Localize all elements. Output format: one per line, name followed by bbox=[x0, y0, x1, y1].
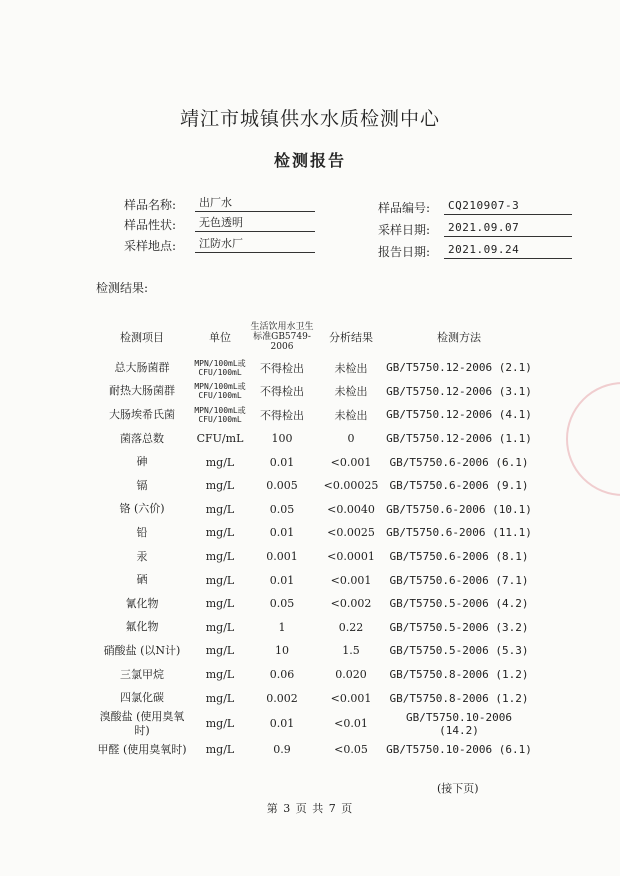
unit: mg/L bbox=[205, 743, 235, 757]
standard-limit: 不得检出 bbox=[260, 408, 304, 422]
sample-name-label: 样品名称: bbox=[124, 198, 177, 212]
table-row bbox=[92, 356, 532, 380]
report-title: 检测报告 bbox=[273, 151, 346, 170]
results-section-label: 检测结果: bbox=[96, 281, 149, 295]
analysis-result: <0.05 bbox=[334, 743, 368, 757]
sampling-date-label: 采样日期: bbox=[378, 223, 431, 237]
analysis-result: <0.01 bbox=[334, 717, 368, 731]
test-item: 砷 bbox=[136, 455, 148, 469]
continued-note: (接下页) bbox=[437, 782, 479, 795]
table-row bbox=[92, 663, 532, 687]
table-row bbox=[92, 686, 532, 710]
test-method: GB/T5750.6-2006 (10.1) bbox=[386, 502, 532, 516]
test-item: 氟化物 bbox=[125, 620, 159, 634]
standard-limit: 不得检出 bbox=[260, 361, 304, 375]
sampling-date-value: 2021.09.07 bbox=[444, 220, 572, 237]
unit: mg/L bbox=[205, 717, 235, 731]
page-number: 第 3 页 共 7 页 bbox=[266, 802, 354, 815]
table-row bbox=[92, 738, 532, 762]
analysis-result: <0.0001 bbox=[327, 550, 375, 564]
test-method: GB/T5750.6-2006 (11.1) bbox=[386, 526, 532, 540]
test-method: GB/T5750.6-2006 (7.1) bbox=[389, 573, 529, 587]
test-item: 菌落总数 bbox=[120, 431, 164, 445]
analysis-result: 未检出 bbox=[334, 385, 368, 399]
unit: mg/L bbox=[205, 479, 235, 493]
test-method: GB/T5750.10-2006 (6.1) bbox=[386, 743, 532, 757]
column-header-result: 分析结果 bbox=[329, 331, 373, 344]
analysis-result: 0.020 bbox=[335, 668, 367, 682]
unit: CFU/mL bbox=[196, 432, 244, 446]
organization-name: 靖江市城镇供水水质检测中心 bbox=[179, 108, 440, 130]
sampling-location-value: 江防水厂 bbox=[195, 236, 315, 253]
analysis-result: <0.0040 bbox=[327, 502, 375, 516]
test-item: 三氯甲烷 bbox=[120, 667, 164, 681]
column-header-standard: 生活饮用水卫生标准GB5749-2006 bbox=[250, 322, 314, 352]
table-row bbox=[92, 403, 532, 427]
standard-limit: 0.01 bbox=[269, 573, 295, 587]
standard-limit: 0.001 bbox=[266, 550, 298, 564]
unit: mg/L bbox=[205, 526, 235, 540]
standard-limit: 0.05 bbox=[269, 597, 295, 611]
test-item: 铅 bbox=[136, 525, 148, 539]
standard-limit: 100 bbox=[271, 432, 293, 446]
sample-id-label: 样品编号: bbox=[378, 201, 431, 215]
standard-limit: 0.01 bbox=[269, 526, 295, 540]
standard-limit: 0.9 bbox=[273, 743, 291, 757]
table-row bbox=[92, 592, 532, 616]
test-method: GB/T5750.12-2006 (1.1) bbox=[386, 432, 532, 446]
unit: mg/L bbox=[205, 597, 235, 611]
test-item: 耐热大肠菌群 bbox=[109, 384, 175, 398]
test-item: 甲醛 (使用臭氧时) bbox=[97, 742, 187, 756]
test-method: GB/T5750.8-2006 (1.2) bbox=[389, 668, 529, 682]
table-row bbox=[92, 639, 532, 663]
test-item: 溴酸盐 (使用臭氧时) bbox=[99, 709, 185, 737]
analysis-result: 未检出 bbox=[334, 361, 368, 375]
table-row bbox=[92, 710, 532, 738]
test-method: GB/T5750.12-2006 (2.1) bbox=[386, 361, 532, 375]
analysis-result: <0.00025 bbox=[323, 479, 379, 493]
table-row bbox=[92, 521, 532, 545]
report-date-label: 报告日期: bbox=[378, 245, 431, 259]
unit: mg/L bbox=[205, 550, 235, 564]
analysis-result: <0.001 bbox=[330, 691, 372, 705]
test-item: 铬 (六价) bbox=[119, 502, 165, 516]
test-item: 镉 bbox=[136, 478, 148, 492]
unit: mg/L bbox=[205, 668, 235, 682]
report-date-value: 2021.09.24 bbox=[444, 242, 572, 259]
standard-limit: 10 bbox=[275, 644, 289, 658]
standard-limit: 0.005 bbox=[266, 479, 298, 493]
standard-limit: 0.002 bbox=[266, 691, 298, 705]
unit: MPN/100mL或CFU/100mL bbox=[194, 405, 246, 424]
column-header-item: 检测项目 bbox=[120, 331, 164, 344]
analysis-result: 0 bbox=[347, 432, 355, 446]
unit: MPN/100mL或CFU/100mL bbox=[194, 358, 246, 377]
analysis-result: <0.001 bbox=[330, 455, 372, 469]
analysis-result: 0.22 bbox=[338, 620, 364, 634]
test-method: GB/T5750.6-2006 (6.1) bbox=[389, 455, 529, 469]
table-row bbox=[92, 545, 532, 569]
analysis-result: 1.5 bbox=[342, 644, 360, 658]
analysis-result: <0.001 bbox=[330, 573, 372, 587]
sample-name-value: 出厂水 bbox=[195, 195, 315, 212]
standard-limit: 0.05 bbox=[269, 502, 295, 516]
test-method: GB/T5750.6-2006 (8.1) bbox=[389, 550, 529, 564]
test-item: 硒 bbox=[136, 573, 148, 587]
test-item: 氰化物 bbox=[125, 596, 159, 610]
table-header-row bbox=[92, 318, 532, 356]
test-item: 大肠埃希氏菌 bbox=[109, 407, 175, 421]
table-row bbox=[92, 380, 532, 404]
test-method: GB/T5750.10-2006 (14.2) bbox=[406, 710, 512, 737]
test-method: GB/T5750.12-2006 (3.1) bbox=[386, 384, 532, 398]
standard-limit: 1 bbox=[278, 620, 286, 634]
unit: mg/L bbox=[205, 691, 235, 705]
analysis-result: <0.002 bbox=[330, 597, 372, 611]
unit: mg/L bbox=[205, 502, 235, 516]
analysis-result: 未检出 bbox=[334, 408, 368, 422]
table-row bbox=[92, 616, 532, 640]
table-row bbox=[92, 498, 532, 522]
standard-limit: 0.01 bbox=[269, 717, 295, 731]
sample-property-label: 样品性状: bbox=[124, 218, 177, 232]
analysis-result: <0.0025 bbox=[327, 526, 375, 540]
standard-limit: 不得检出 bbox=[260, 385, 304, 399]
test-item: 硝酸盐 (以N计) bbox=[103, 643, 181, 657]
unit: mg/L bbox=[205, 620, 235, 634]
test-method: GB/T5750.5-2006 (5.3) bbox=[389, 644, 529, 658]
test-method: GB/T5750.5-2006 (4.2) bbox=[389, 597, 529, 611]
test-method: GB/T5750.6-2006 (9.1) bbox=[389, 479, 529, 493]
test-item: 四氯化碳 bbox=[120, 691, 164, 705]
standard-limit: 0.06 bbox=[269, 668, 295, 682]
unit: mg/L bbox=[205, 573, 235, 587]
test-item: 总大肠菌群 bbox=[114, 360, 170, 374]
table-row bbox=[92, 474, 532, 498]
sampling-location-label: 采样地点: bbox=[124, 239, 177, 253]
unit: MPN/100mL或CFU/100mL bbox=[194, 382, 246, 401]
unit: mg/L bbox=[205, 644, 235, 658]
test-item: 汞 bbox=[136, 549, 148, 563]
table-row bbox=[92, 568, 532, 592]
sample-id-value: CQ210907-3 bbox=[444, 198, 572, 215]
standard-limit: 0.01 bbox=[269, 455, 295, 469]
column-header-unit: 单位 bbox=[209, 331, 231, 344]
test-method: GB/T5750.8-2006 (1.2) bbox=[389, 691, 529, 705]
column-header-method: 检测方法 bbox=[437, 331, 481, 344]
red-seal-stamp bbox=[566, 382, 620, 496]
test-method: GB/T5750.5-2006 (3.2) bbox=[389, 620, 529, 634]
sample-property-value: 无色透明 bbox=[195, 215, 315, 232]
table-row bbox=[92, 427, 532, 451]
unit: mg/L bbox=[205, 455, 235, 469]
test-method: GB/T5750.12-2006 (4.1) bbox=[386, 408, 532, 422]
table-row bbox=[92, 450, 532, 474]
results-table bbox=[92, 318, 532, 762]
